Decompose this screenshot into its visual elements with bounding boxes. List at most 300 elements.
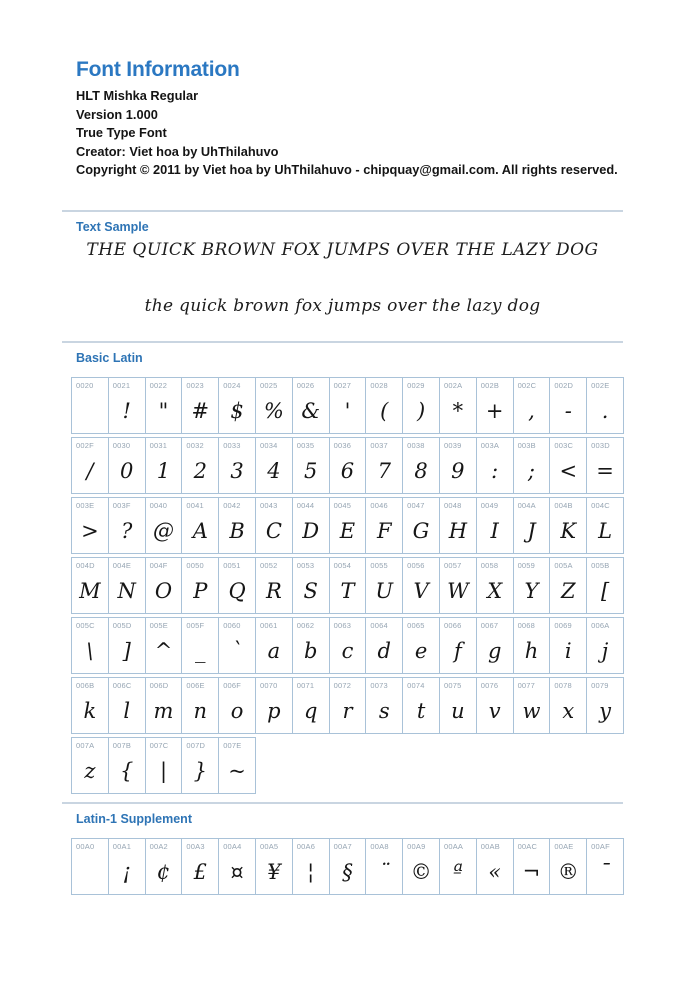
page-title: Font Information: [76, 58, 240, 81]
glyph-cell: [145, 838, 183, 895]
glyph-code-label: 00A3: [186, 842, 205, 851]
glyph-code-label: 004B: [554, 501, 573, 510]
glyph-code-label: 0022: [149, 381, 168, 390]
glyph-code-label: 003C: [554, 441, 574, 450]
glyph-code-label: 002C: [517, 381, 537, 390]
glyph-code-label: 006E: [186, 681, 205, 690]
glyph-cell: [476, 677, 514, 734]
glyph-cell: [365, 838, 403, 895]
glyph-row: [71, 497, 627, 554]
glyph-cell: [513, 838, 551, 895]
glyph-cell: [402, 557, 440, 614]
glyph-code-label: 0073: [370, 681, 388, 690]
glyph-cell: [181, 677, 219, 734]
glyph-code-label: 0058: [480, 561, 499, 570]
glyph-sample: h: [524, 638, 539, 663]
glyph-sample: G: [412, 518, 430, 543]
glyph-cell: [181, 737, 219, 794]
glyph-row: [71, 677, 627, 734]
glyph-sample: -: [564, 398, 572, 423]
glyph-sample: K: [560, 518, 577, 543]
glyph-sample: P: [193, 578, 208, 603]
glyph-cell: [329, 497, 367, 554]
glyph-cell: [145, 617, 183, 674]
glyph-cell: [292, 557, 330, 614]
glyph-sample: !: [122, 398, 131, 423]
glyph-sample: ]: [122, 638, 131, 663]
glyph-code-label: 006C: [112, 681, 132, 690]
glyph-sample: [72, 390, 108, 431]
glyph-code-label: 0035: [296, 441, 315, 450]
glyph-code-label: 0067: [480, 621, 499, 630]
glyph-sample: [: [600, 578, 610, 603]
glyph-cell: [71, 838, 109, 895]
glyph-sample: +: [485, 398, 504, 423]
glyph-cell: [476, 497, 514, 554]
glyph-cell: [439, 377, 477, 434]
glyph-code-label: 003D: [591, 441, 610, 450]
glyph-cell: [145, 737, 183, 794]
glyph-code-label: 0060: [223, 621, 241, 630]
glyph-cell: [476, 557, 514, 614]
glyph-code-label: 002F: [76, 441, 94, 450]
glyph-code-label: 0048: [443, 501, 462, 510]
glyph-cell: [71, 677, 109, 734]
glyph-sample: k: [83, 698, 97, 723]
glyph-sample: D: [302, 518, 320, 543]
glyph-sample: s: [378, 698, 390, 723]
glyph-cell: [108, 437, 146, 494]
glyph-cell: [181, 557, 219, 614]
glyph-sample: H: [448, 518, 468, 543]
glyph-code-label: 002E: [591, 381, 610, 390]
glyph-code-label: 0024: [223, 381, 241, 390]
glyph-code-label: 0069: [554, 621, 572, 630]
glyph-cell: [513, 437, 551, 494]
glyph-sample: w: [522, 698, 541, 723]
glyph-cell: [549, 617, 587, 674]
glyph-sample: g: [487, 638, 502, 663]
glyph-cell: [586, 617, 624, 674]
glyph-cell: [218, 497, 256, 554]
font-metadata-line: HLT Mishka Regular: [76, 88, 199, 103]
glyph-code-label: 0054: [333, 561, 352, 570]
glyph-code-label: 00A8: [370, 842, 389, 851]
glyph-sample: $: [230, 398, 244, 423]
glyph-sample: &: [301, 398, 321, 423]
glyph-code-label: 0076: [480, 681, 499, 690]
glyph-cell: [402, 677, 440, 734]
glyph-code-label: 0037: [370, 441, 388, 450]
glyph-cell: [586, 557, 624, 614]
glyph-sample: ª: [452, 859, 463, 884]
glyph-cell: [439, 677, 477, 734]
glyph-sample: ): [416, 398, 426, 423]
glyph-cell: [108, 377, 146, 434]
glyph-cell: [108, 838, 146, 895]
glyph-code-label: 0020: [76, 381, 94, 390]
glyph-code-label: 0040: [149, 501, 168, 510]
glyph-cell: [365, 377, 403, 434]
glyph-cell: [329, 617, 367, 674]
glyph-cell: [549, 677, 587, 734]
glyph-code-label: 0068: [517, 621, 536, 630]
glyph-sample: ?: [121, 518, 133, 543]
glyph-code-label: 0038: [407, 441, 425, 450]
section-divider: [62, 210, 623, 212]
glyph-sample: ¬: [522, 859, 541, 884]
glyph-sample: \: [86, 638, 94, 663]
glyph-sample: §: [342, 859, 353, 884]
glyph-cell: [586, 377, 624, 434]
glyph-code-label: 007E: [223, 741, 242, 750]
glyph-cell: [586, 497, 624, 554]
glyph-code-label: 0051: [223, 561, 241, 570]
glyph-cell: [513, 497, 551, 554]
glyph-cell: [71, 737, 109, 794]
glyph-sample: 0: [120, 458, 134, 483]
glyph-cell: [513, 377, 551, 434]
glyph-cell: [145, 557, 183, 614]
glyph-sample: _: [195, 638, 206, 663]
glyph-code-label: 003A: [480, 441, 500, 450]
glyph-code-label: 00A5: [259, 842, 279, 851]
glyph-cell: [292, 838, 330, 895]
glyph-cell: [476, 377, 514, 434]
font-metadata-line: True Type Font: [76, 125, 167, 141]
glyph-sample: {: [120, 758, 134, 783]
glyph-code-label: 0070: [259, 681, 278, 690]
glyph-code-label: 0026: [296, 381, 315, 390]
glyph-sample: 9: [451, 458, 465, 483]
font-metadata-line: Version 1.000: [76, 106, 158, 122]
glyph-cell: [549, 557, 587, 614]
font-metadata-line: Copyright © 2011 by Viet hoa by UhThilahuvo - chipquay@gmail.com. All rights reserved.: [76, 162, 618, 178]
glyph-sample: 8: [414, 458, 428, 483]
glyph-cell: [108, 617, 146, 674]
glyph-cell: [255, 838, 293, 895]
font-metadata: [76, 87, 621, 180]
glyph-code-label: 00AF: [591, 842, 610, 851]
glyph-code-label: 003E: [76, 501, 95, 510]
glyph-code-label: 0031: [149, 441, 168, 450]
glyph-cell: [181, 437, 219, 494]
glyph-code-label: 007C: [149, 741, 169, 750]
glyph-sample: :: [491, 458, 499, 483]
glyph-row: [71, 838, 627, 895]
glyph-code-label: 0062: [296, 621, 315, 630]
glyph-cell: [255, 557, 293, 614]
glyph-cell: [549, 437, 587, 494]
glyph-code-label: 0053: [296, 561, 315, 570]
glyph-cell: [549, 377, 587, 434]
glyph-sample: ¡: [122, 859, 131, 884]
glyph-sample: ¨: [379, 859, 390, 884]
glyph-code-label: 00A2: [149, 842, 168, 851]
glyph-code-label: 0077: [517, 681, 536, 690]
glyph-code-label: 0055: [370, 561, 388, 570]
glyph-code-label: 00AE: [554, 842, 574, 851]
glyph-cell: [439, 838, 477, 895]
glyph-code-label: 0023: [186, 381, 204, 390]
glyph-cell: [402, 838, 440, 895]
latin1-supplement-heading: Latin-1 Supplement: [76, 812, 192, 826]
glyph-sample: ': [344, 398, 351, 423]
glyph-cell: [218, 377, 256, 434]
glyph-sample: v: [488, 698, 501, 723]
glyph-code-label: 0047: [407, 501, 425, 510]
glyph-row: [71, 437, 627, 494]
glyph-sample: [72, 851, 108, 892]
glyph-code-label: 0039: [443, 441, 462, 450]
glyph-sample: l: [123, 698, 131, 723]
glyph-sample: Q: [228, 578, 246, 603]
glyph-cell: [513, 677, 551, 734]
glyph-cell: [108, 737, 146, 794]
glyph-code-label: 004E: [112, 561, 132, 570]
glyph-cell: [71, 377, 109, 434]
glyph-code-label: 0072: [333, 681, 352, 690]
latin1-supplement-glyph-table: [71, 838, 627, 898]
glyph-code-label: 0063: [333, 621, 352, 630]
glyph-sample: <: [559, 458, 578, 483]
glyph-code-label: 0045: [333, 501, 352, 510]
glyph-sample: ,: [528, 398, 535, 423]
glyph-cell: [402, 377, 440, 434]
glyph-cell: [586, 677, 624, 734]
glyph-sample: }: [193, 758, 207, 783]
glyph-code-label: 0036: [333, 441, 352, 450]
glyph-code-label: 005A: [554, 561, 573, 570]
glyph-cell: [329, 377, 367, 434]
glyph-cell: [439, 437, 477, 494]
glyph-sample: t: [416, 698, 426, 723]
glyph-sample: .: [601, 398, 609, 423]
glyph-code-label: 00A7: [333, 842, 352, 851]
glyph-code-label: 0030: [112, 441, 131, 450]
glyph-cell: [181, 838, 219, 895]
glyph-cell: [145, 377, 183, 434]
glyph-sample: ©: [410, 859, 432, 884]
glyph-cell: [218, 677, 256, 734]
glyph-cell: [255, 617, 293, 674]
glyph-cell: [145, 677, 183, 734]
glyph-sample: ¦: [307, 859, 315, 884]
glyph-sample: ®: [557, 859, 579, 884]
glyph-sample: M: [79, 578, 101, 603]
glyph-code-label: 004C: [591, 501, 610, 510]
glyph-cell: [365, 437, 403, 494]
glyph-cell: [255, 677, 293, 734]
glyph-sample: C: [265, 518, 282, 543]
glyph-cell: [292, 437, 330, 494]
glyph-cell: [402, 497, 440, 554]
glyph-code-label: 00A9: [407, 842, 426, 851]
glyph-cell: [71, 497, 109, 554]
glyph-code-label: 0052: [259, 561, 278, 570]
glyph-sample: E: [339, 518, 356, 543]
glyph-cell: [402, 437, 440, 494]
glyph-sample: A: [192, 518, 208, 543]
glyph-sample: 2: [193, 458, 207, 483]
glyph-cell: [108, 677, 146, 734]
glyph-sample: m: [153, 698, 174, 723]
glyph-sample: `: [231, 638, 243, 663]
glyph-code-label: 005E: [149, 621, 168, 630]
glyph-sample: ^: [154, 638, 173, 663]
glyph-sample: ": [158, 398, 169, 423]
glyph-code-label: 007A: [76, 741, 95, 750]
glyph-cell: [476, 437, 514, 494]
glyph-cell: [71, 617, 109, 674]
glyph-sample: @: [152, 518, 174, 543]
glyph-code-label: 0078: [554, 681, 572, 690]
glyph-code-label: 0027: [333, 381, 352, 390]
glyph-code-label: 00A1: [112, 842, 132, 851]
glyph-cell: [218, 838, 256, 895]
glyph-code-label: 00AA: [443, 842, 464, 851]
glyph-code-label: 0046: [370, 501, 388, 510]
glyph-code-label: 004F: [149, 561, 168, 570]
glyph-sample: Z: [560, 578, 576, 603]
basic-latin-glyph-table: [71, 377, 627, 797]
glyph-cell: [365, 617, 403, 674]
glyph-code-label: 0028: [370, 381, 388, 390]
glyph-code-label: 0042: [223, 501, 241, 510]
glyph-code-label: 006F: [223, 681, 242, 690]
glyph-cell: [181, 377, 219, 434]
glyph-code-label: 0033: [223, 441, 241, 450]
glyph-code-label: 003F: [112, 501, 131, 510]
glyph-sample: X: [487, 578, 503, 603]
glyph-sample: «: [488, 859, 502, 884]
glyph-code-label: 0064: [370, 621, 388, 630]
glyph-sample: =: [596, 458, 614, 483]
glyph-sample: j: [601, 638, 609, 663]
section-divider: [62, 802, 623, 804]
glyph-code-label: 00AB: [480, 842, 500, 851]
glyph-sample: a: [267, 638, 281, 663]
glyph-code-label: 0071: [296, 681, 315, 690]
glyph-cell: [586, 838, 624, 895]
text-sample-heading: Text Sample: [76, 220, 149, 234]
glyph-code-label: 0066: [443, 621, 462, 630]
glyph-cell: [329, 557, 367, 614]
glyph-cell: [439, 617, 477, 674]
glyph-code-label: 00AC: [517, 842, 538, 851]
glyph-code-label: 0056: [407, 561, 425, 570]
glyph-sample: 6: [340, 458, 355, 483]
glyph-cell: [292, 617, 330, 674]
glyph-cell: [108, 497, 146, 554]
glyph-cell: [513, 617, 551, 674]
glyph-sample: U: [375, 578, 394, 603]
glyph-sample: z: [84, 758, 96, 783]
glyph-code-label: 0057: [443, 561, 462, 570]
glyph-code-label: 0043: [259, 501, 278, 510]
glyph-cell: [255, 377, 293, 434]
glyph-cell: [255, 437, 293, 494]
glyph-code-label: 007D: [186, 741, 206, 750]
glyph-sample: L: [598, 518, 613, 543]
glyph-row: [71, 617, 627, 674]
glyph-cell: [476, 838, 514, 895]
glyph-code-label: 002B: [480, 381, 500, 390]
glyph-sample: F: [376, 518, 392, 543]
glyph-cell: [549, 838, 587, 895]
glyph-cell: [292, 677, 330, 734]
glyph-row: [71, 557, 627, 614]
glyph-code-label: 0029: [407, 381, 425, 390]
glyph-code-label: 006D: [149, 681, 169, 690]
glyph-cell: [513, 557, 551, 614]
glyph-sample: i: [564, 638, 572, 663]
glyph-cell: [476, 617, 514, 674]
glyph-sample: S: [303, 578, 318, 603]
glyph-code-label: 0075: [443, 681, 462, 690]
glyph-code-label: 004A: [517, 501, 536, 510]
glyph-code-label: 003B: [517, 441, 536, 450]
glyph-code-label: 002A: [443, 381, 463, 390]
glyph-code-label: 007B: [112, 741, 132, 750]
glyph-code-label: 0065: [407, 621, 425, 630]
glyph-sample: f: [453, 638, 462, 663]
sample-text-uppercase: THE QUICK BROWN FOX JUMPS OVER THE LAZY DOG: [86, 240, 599, 260]
glyph-sample: W: [447, 578, 469, 603]
section-divider: [62, 341, 623, 343]
glyph-code-label: 0025: [259, 381, 278, 390]
glyph-code-label: 00A4: [223, 842, 242, 851]
glyph-sample: 7: [377, 458, 391, 483]
glyph-sample: r: [342, 698, 353, 723]
glyph-code-label: 006B: [76, 681, 95, 690]
glyph-code-label: 006A: [591, 621, 610, 630]
glyph-code-label: 0061: [259, 621, 278, 630]
glyph-sample: I: [490, 518, 499, 543]
glyph-sample: o: [230, 698, 244, 723]
glyph-cell: [255, 497, 293, 554]
glyph-cell: [329, 437, 367, 494]
glyph-code-label: 005C: [76, 621, 95, 630]
glyph-code-label: 00A0: [76, 842, 95, 851]
glyph-sample: (: [380, 398, 389, 423]
glyph-sample: e: [414, 638, 428, 663]
glyph-code-label: 0059: [517, 561, 536, 570]
glyph-sample: V: [413, 578, 429, 603]
glyph-sample: T: [340, 578, 355, 603]
font-metadata-line: Creator: Viet hoa by UhThilahuvo: [76, 143, 279, 159]
glyph-sample: p: [267, 698, 281, 723]
glyph-sample: y: [599, 698, 611, 723]
glyph-sample: b: [303, 638, 318, 663]
glyph-cell: [439, 557, 477, 614]
glyph-sample: ~: [228, 758, 246, 783]
glyph-sample: d: [377, 638, 391, 663]
glyph-code-label: 0074: [407, 681, 425, 690]
glyph-cell: [71, 557, 109, 614]
glyph-sample: 1: [156, 458, 171, 483]
glyph-cell: [145, 497, 183, 554]
glyph-sample: %: [263, 398, 284, 423]
glyph-code-label: 005B: [591, 561, 610, 570]
glyph-row: [71, 377, 627, 434]
glyph-sample: 5: [303, 458, 318, 483]
glyph-cell: [365, 497, 403, 554]
glyph-cell: [145, 437, 183, 494]
glyph-cell: [108, 557, 146, 614]
sample-text-lowercase: the quick brown fox jumps over the lazy dog: [144, 296, 541, 316]
glyph-sample: |: [159, 758, 168, 783]
